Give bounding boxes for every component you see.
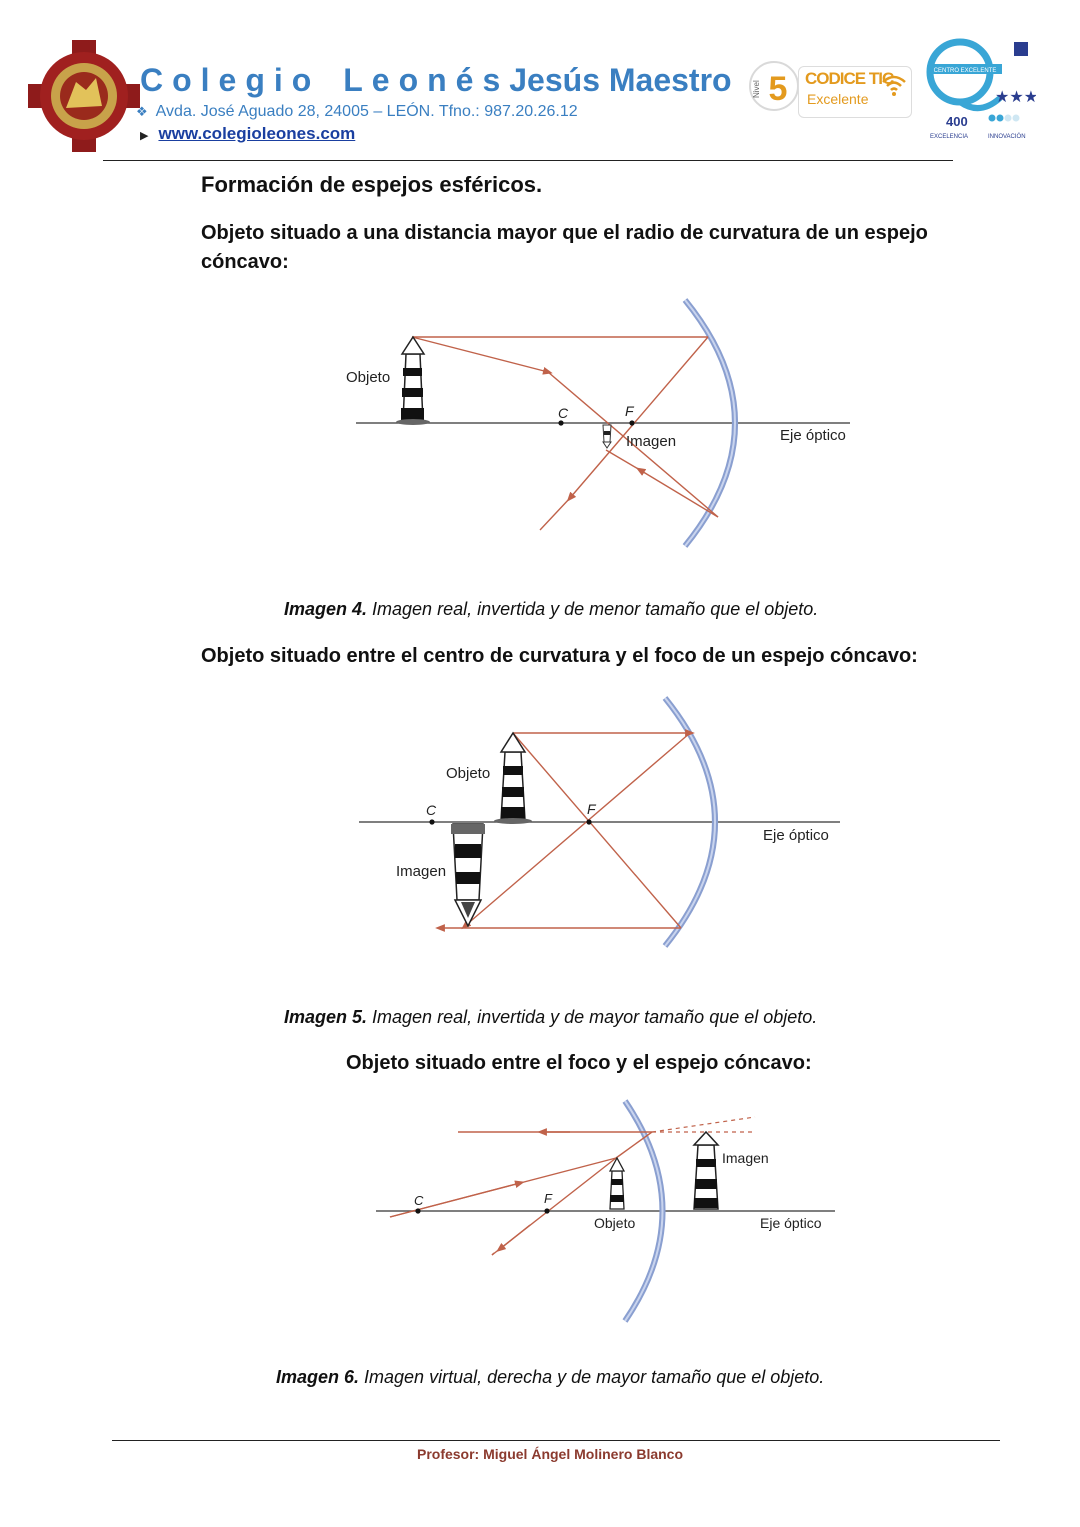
label-eje-optico: Eje óptico bbox=[760, 1215, 822, 1231]
caption-1-label: Imagen 4. bbox=[284, 599, 368, 619]
badge-400: 400 bbox=[946, 114, 968, 129]
label-imagen: Imagen bbox=[396, 863, 447, 880]
address-text: Avda. José Aguado 28, 24005 – LEÓN. Tfno.: 987.20.26.12 bbox=[155, 103, 578, 120]
lighthouse-object-icon bbox=[396, 337, 430, 425]
lighthouse-image-icon bbox=[451, 824, 485, 926]
caption-2-text: Imagen real, invertida y de mayor tamaño que el objeto. bbox=[367, 1007, 818, 1027]
codictic-text: CODICE TIC bbox=[805, 69, 894, 88]
level-text: Nivel bbox=[752, 80, 761, 98]
label-c: C bbox=[426, 802, 437, 818]
badge-excelencia: EXCELENCIA bbox=[930, 134, 969, 140]
caption-1 bbox=[284, 599, 818, 620]
label-f: F bbox=[544, 1191, 552, 1206]
label-c: C bbox=[414, 1193, 424, 1208]
diagram-3 bbox=[370, 1095, 840, 1330]
school-name-part1: Colegio bbox=[140, 62, 321, 98]
label-f: F bbox=[625, 403, 634, 419]
label-imagen: Imagen bbox=[722, 1150, 769, 1166]
caption-3 bbox=[276, 1367, 824, 1388]
label-objeto: Objeto bbox=[346, 369, 391, 386]
page-title: Formación de espejos esféricos. bbox=[201, 172, 543, 197]
label-objeto: Objeto bbox=[446, 765, 491, 782]
diamond-bullet-icon: ❖ bbox=[136, 104, 148, 119]
school-name-part3: Jesús Maestro bbox=[509, 62, 732, 98]
caption-2-label: Imagen 5. bbox=[284, 1007, 368, 1027]
section3-heading: Objeto situado entre el foco y el espejo cóncavo: bbox=[346, 1052, 812, 1074]
header-divider bbox=[103, 160, 953, 161]
diagram-2 bbox=[355, 690, 845, 955]
diagram-1 bbox=[340, 290, 860, 555]
label-c: C bbox=[558, 405, 569, 421]
label-objeto: Objeto bbox=[594, 1215, 636, 1231]
lighthouse-object-icon bbox=[610, 1158, 624, 1209]
label-eje-optico: Eje óptico bbox=[763, 827, 829, 844]
codictic-badge bbox=[798, 66, 912, 118]
quality-label: CENTRO EXCELENTE bbox=[933, 68, 997, 74]
label-imagen: Imagen bbox=[626, 433, 677, 450]
section1-heading: Objeto situado a una distancia mayor que el radio de curvatura de un espejo cóncavo: bbox=[201, 222, 928, 273]
caption-3-label: Imagen 6. bbox=[276, 1367, 360, 1387]
excelente-text: Excelente bbox=[807, 91, 869, 107]
label-f: F bbox=[587, 801, 596, 817]
badge-innovacion: INNOVACIÓN bbox=[988, 134, 1026, 140]
wifi-icon bbox=[881, 73, 907, 97]
section2-heading: Objeto situado entre el centro de curvatura y el foco de un espejo cóncavo: bbox=[201, 645, 918, 667]
caption-3-text: Imagen virtual, derecha y de mayor tamaño que el objeto. bbox=[359, 1367, 825, 1387]
lighthouse-image-icon bbox=[694, 1132, 718, 1209]
level-digit: 5 bbox=[768, 70, 788, 108]
footer-text: Profesor: Miguel Ángel Molinero Blanco bbox=[416, 1446, 684, 1462]
website-link[interactable]: www.colegioleones.com bbox=[158, 124, 356, 143]
level-badge bbox=[748, 60, 800, 112]
school-website bbox=[140, 124, 355, 144]
school-name bbox=[140, 62, 732, 99]
stars-icon: ★★★ bbox=[995, 89, 1036, 106]
footer-divider bbox=[112, 1440, 1000, 1441]
school-address bbox=[136, 103, 578, 121]
school-logo bbox=[26, 38, 142, 154]
quality-badge bbox=[920, 38, 1036, 144]
lighthouse-object-icon bbox=[494, 733, 532, 824]
caption-1-text: Imagen real, invertida y de menor tamaño que el objeto. bbox=[367, 599, 819, 619]
school-name-part2: Leonés bbox=[343, 62, 510, 98]
caption-2 bbox=[284, 1007, 817, 1028]
lighthouse-image-icon bbox=[603, 425, 611, 448]
triangle-bullet-icon: ▶ bbox=[140, 130, 149, 142]
label-eje-optico: Eje óptico bbox=[780, 427, 846, 444]
